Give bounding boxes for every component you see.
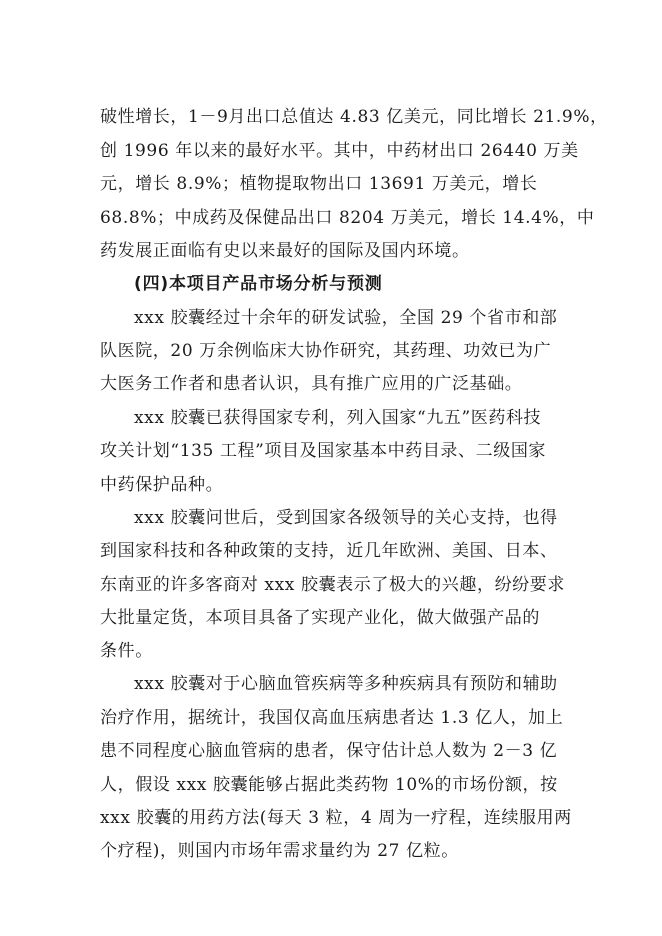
text-line: 创 1996 年以来的最好水平。其中，中药材出口 26440 万美 xyxy=(100,141,579,161)
text-line: 东南亚的许多客商对 xxx 胶囊表示了极大的兴趣，纷纷要求 xyxy=(100,575,565,595)
text-line: 攻关计划“135 工程”项目及国家基本中药目录、二级国家 xyxy=(100,441,547,461)
text-line: 个疗程)，则国内市场年需求量约为 27 亿粒。 xyxy=(100,841,459,861)
text-line: 条件。 xyxy=(100,641,153,661)
text-line: xxx 胶囊的用药方法(每天 3 粒，4 周为一疗程，连续服用两 xyxy=(100,808,572,828)
text-line: xxx 胶囊问世后，受到国家各级领导的关心支持，也得 xyxy=(134,508,558,528)
text-line: 人，假设 xxx 胶囊能够占据此类药物 10%的市场份额，按 xyxy=(100,775,558,795)
text-line: 到国家科技和各种政策的支持，近几年欧洲、美国、日本、 xyxy=(100,541,558,561)
text-line: 破性增长，1－9月出口总值达 4.83 亿美元，同比增长 21.9%， xyxy=(100,107,608,127)
text-line: 治疗作用，据统计，我国仅高血压病患者达 1.3 亿人，加上 xyxy=(100,708,564,728)
text-line: xxx 胶囊经过十余年的研发试验，全国 29 个省市和部 xyxy=(134,308,558,328)
text-line: xxx 胶囊对于心脑血管疾病等多种疾病具有预防和辅助 xyxy=(134,674,558,694)
text-line: 元，增长 8.9%；植物提取物出口 13691 万美元，增长 xyxy=(100,174,538,194)
text-line: 队医院，20 万余例临床大协作研究，其药理、功效已为广 xyxy=(100,341,552,361)
text-line: 中药保护品种。 xyxy=(100,475,224,495)
text-line: 大批量定货，本项目具备了实现产业化，做大做强产品的 xyxy=(100,608,540,628)
section-heading: (四)本项目产品市场分析与预测 xyxy=(134,274,383,294)
text-line: 药发展正面临有史以来最好的国际及国内环境。 xyxy=(100,241,470,261)
text-line: 68.8%；中成药及保健品出口 8204 万美元，增长 14.4%，中 xyxy=(100,208,595,228)
text-line: 大医务工作者和患者认识，具有推广应用的广泛基础。 xyxy=(100,374,523,394)
text-line: 患不同程度心脑血管病的患者，保守估计总人数为 2－3 亿 xyxy=(100,741,558,761)
text-line: xxx 胶囊已获得国家专利，列入国家“九五”医药科技 xyxy=(134,408,542,428)
